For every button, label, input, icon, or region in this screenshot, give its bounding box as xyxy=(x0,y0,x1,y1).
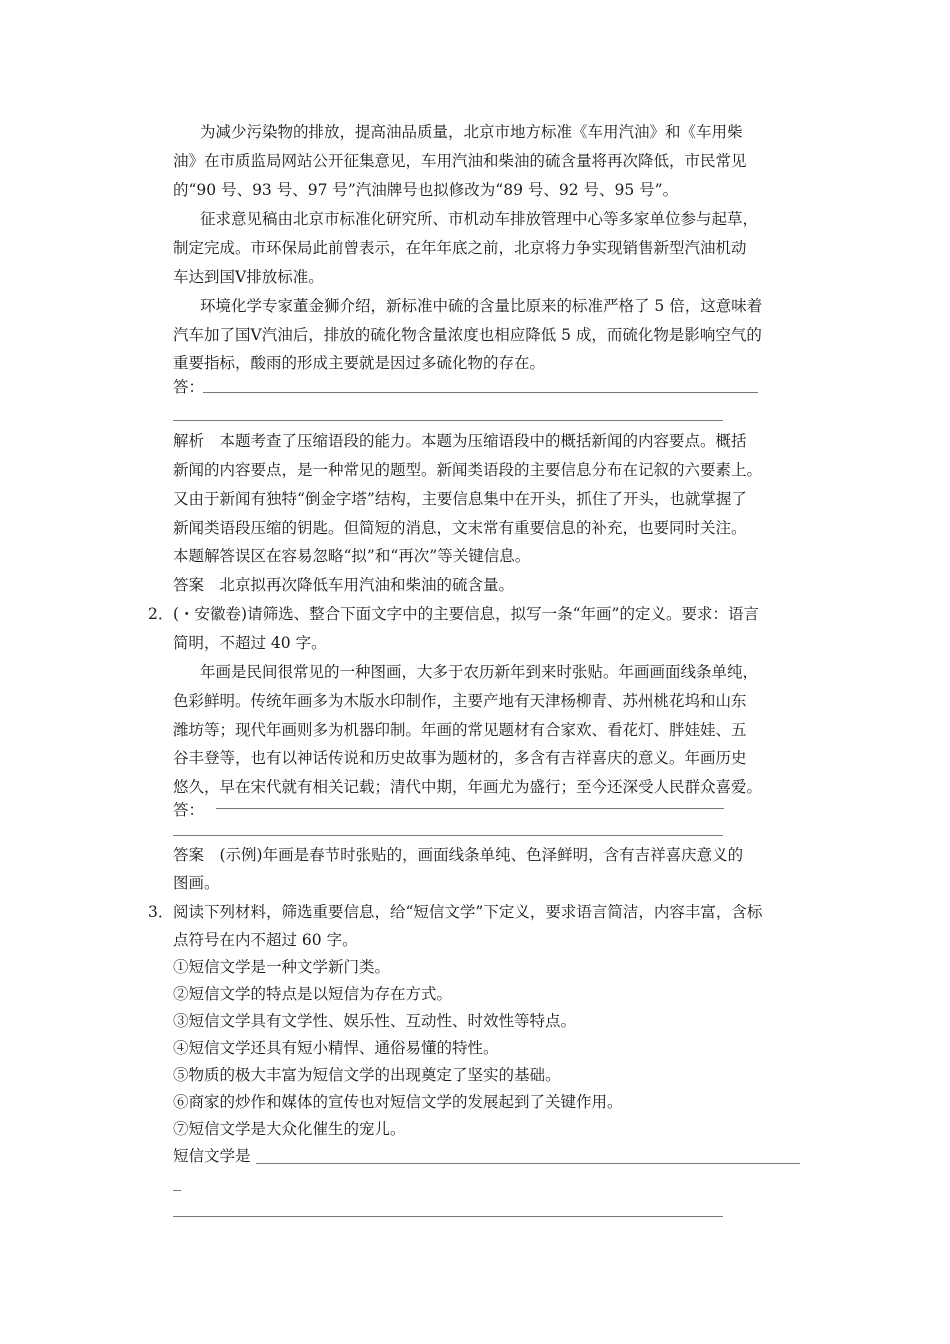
q1-analysis-line: 新闻类语段压缩的钥匙。但简短的消息，文末常有重要信息的补充，也要同时关注。 xyxy=(173,519,747,537)
q3-item: ⑤物质的极大丰富为短信文学的出现奠定了坚实的基础。 xyxy=(173,1066,561,1084)
q1-analysis-line: 本题解答误区在容易忽略“拟”和“再次”等关键信息。 xyxy=(173,547,531,565)
q2-question-line: (・安徽卷)请筛选、整合下面文字中的主要信息，拟写一条“年画”的定义。要求：语言 xyxy=(173,605,759,623)
q3-item: ③短信文学具有文学性、娱乐性、互动性、时效性等特点。 xyxy=(173,1012,577,1030)
q3-answer-blank[interactable] xyxy=(173,1216,723,1217)
q3-question-line: 阅读下列材料，筛选重要信息，给“短信文学”下定义，要求语言简洁，内容丰富，含标 xyxy=(173,903,763,921)
q3-item: ⑦短信文学是大众化催生的宠儿。 xyxy=(173,1120,406,1138)
q3-item: ①短信文学是一种文学新门类。 xyxy=(173,958,391,976)
q2-passage-line: 悠久，早在宋代就有相关记载；清代中期，年画尤为盛行；至今还深受人民群众喜爱。 xyxy=(173,778,763,796)
q1-passage-line: 为减少污染物的排放，提高油品质量，北京市地方标准《车用汽油》和《车用柴 xyxy=(200,123,743,141)
q1-passage-line: 的“90 号、93 号、97 号”汽油牌号也拟修改为“89 号、92 号、95 号”。 xyxy=(173,181,679,199)
q3-answer-blank[interactable] xyxy=(256,1163,800,1164)
q1-passage-line: 车达到国Ⅴ排放标准。 xyxy=(173,268,324,286)
q3-item: ⑥商家的炒作和媒体的宣传也对短信文学的发展起到了关键作用。 xyxy=(173,1093,623,1111)
q1-passage-line: 制定完成。市环保局此前曾表示，在年年底之前，北京将力争实现销售新型汽油机动 xyxy=(173,239,747,257)
q1-passage-line: 油》在市质监局网站公开征集意见，车用汽油和柴油的硫含量将再次降低，市民常见 xyxy=(173,152,747,170)
q2-answer-line: 答案 (示例)年画是春节时张贴的，画面线条单纯、色泽鲜明，含有吉祥喜庆意义的 xyxy=(173,846,744,864)
q1-analysis-line: 又由于新闻有独特“倒金字塔”结构，主要信息集中在开头，抓住了开头，也就掌握了 xyxy=(173,490,747,508)
q1-answer-blank[interactable] xyxy=(173,420,723,421)
q3-question-line: 点符号在内不超过 60 字。 xyxy=(173,931,358,949)
q1-analysis-line: 解析 本题考查了压缩语段的能力。本题为压缩语段中的概括新闻的内容要点。概括 xyxy=(173,432,747,450)
q2-answer-blank[interactable] xyxy=(216,808,724,809)
q2-answer-blank[interactable] xyxy=(173,835,723,836)
q2-passage-line: 年画是民间很常见的一种图画，大多于农历新年到来时张贴。年画画面线条单纯， xyxy=(200,663,759,681)
q2-passage-line: 色彩鲜明。传统年画多为木版水印制作，主要产地有天津杨柳青、苏州桃花坞和山东 xyxy=(173,692,747,710)
q1-answer: 答案 北京拟再次降低车用汽油和柴油的硫含量。 xyxy=(173,576,515,594)
q3-item: ②短信文学的特点是以短信为存在方式。 xyxy=(173,985,453,1003)
q1-passage-line: 征求意见稿由北京市标准化研究所、市机动车排放管理中心等多家单位参与起草， xyxy=(200,210,759,228)
q3-number: 3． xyxy=(148,903,174,921)
q3-item: ④短信文学还具有短小精悍、通俗易懂的特性。 xyxy=(173,1039,499,1057)
q2-answer-line: 图画。 xyxy=(173,874,220,892)
q2-passage-line: 潍坊等；现代年画则多为机器印制。年画的常见题材有合家欢、看花灯、胖娃娃、五 xyxy=(173,721,747,739)
q3-answer-prompt: 短信文学是 xyxy=(173,1147,251,1165)
q3-answer-blank-tail xyxy=(173,1190,181,1191)
q1-passage-line: 重要指标，酸雨的形成主要就是因过多硫化物的存在。 xyxy=(173,354,546,372)
q1-passage-line: 汽车加了国Ⅴ汽油后，排放的硫化物含量浓度也相应降低 5 成，而硫化物是影响空气的 xyxy=(173,326,762,344)
q2-number: 2． xyxy=(148,605,174,623)
q1-analysis-line: 新闻的内容要点，是一种常见的题型。新闻类语段的主要信息分布在记叙的六要素上。 xyxy=(173,461,763,479)
q2-passage-line: 谷丰登等，也有以神话传说和历史故事为题材的，多含有吉祥喜庆的意义。年画历史 xyxy=(173,749,747,767)
q1-answer-blank[interactable] xyxy=(203,392,758,393)
q2-answer-prompt: 答： xyxy=(173,801,205,819)
q1-answer-prompt: 答： xyxy=(173,378,205,396)
q2-question-line: 简明，不超过 40 字。 xyxy=(173,634,327,652)
q1-passage-line: 环境化学专家董金狮介绍，新标准中硫的含量比原来的标准严格了 5 倍，这意味着 xyxy=(200,297,763,315)
